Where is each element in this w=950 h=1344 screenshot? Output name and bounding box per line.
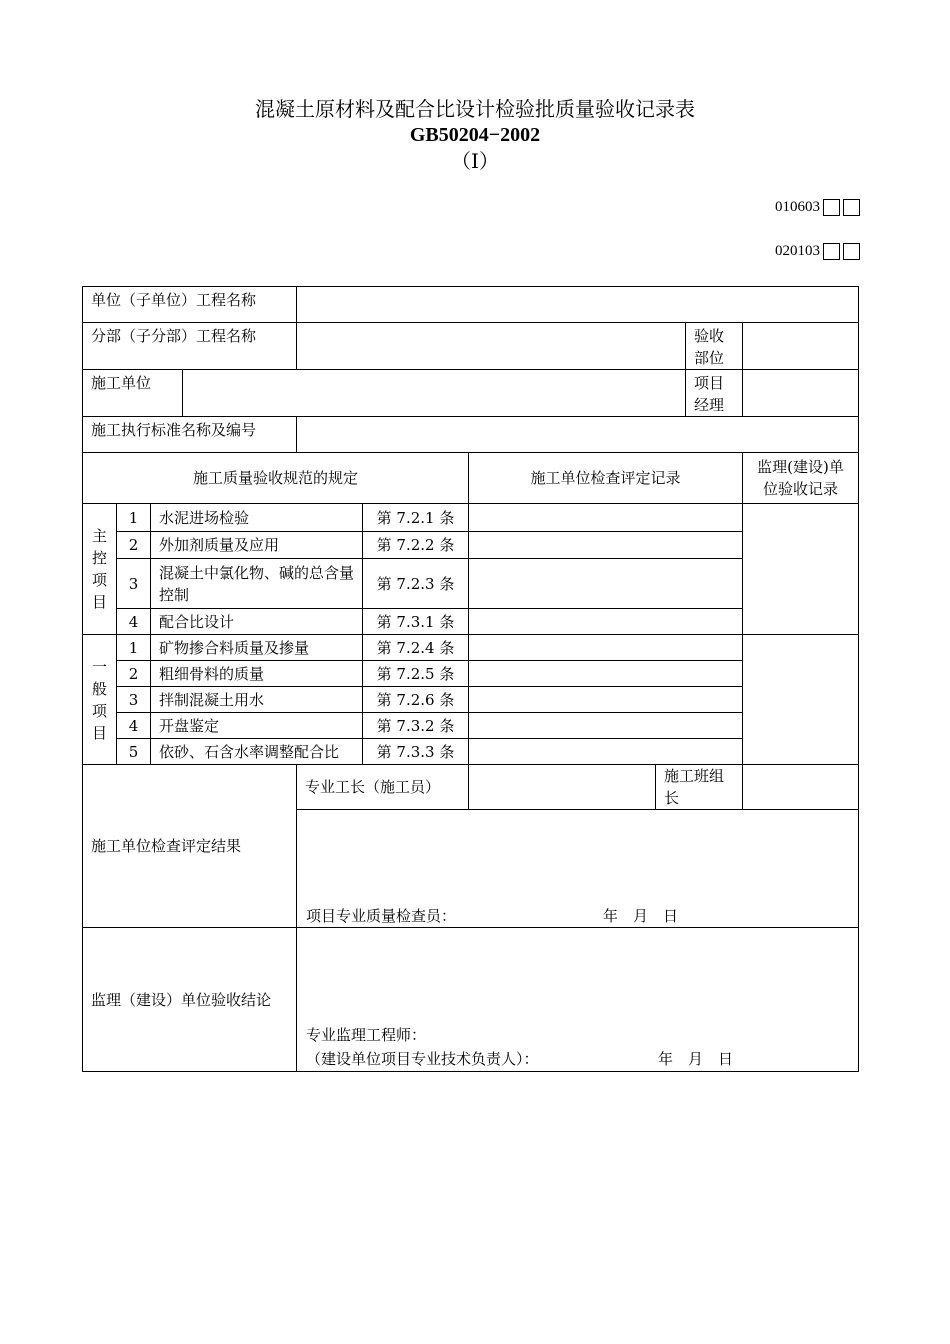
main-items-group-label: 主 控 项 目 [83, 504, 117, 635]
item-number: 1 [117, 504, 151, 532]
form-title: 混凝土原材料及配合比设计检验批质量验收记录表 [255, 97, 695, 121]
item-number: 2 [117, 532, 151, 559]
code-checkbox[interactable] [823, 199, 840, 216]
sub-project-label: 分部（子分部）工程名称 [83, 323, 297, 370]
supervision-conclusion-field[interactable] [297, 928, 859, 1072]
owner-tech-label: （建设单位项目专业技术负责人）： [306, 1050, 539, 1068]
supervision-record-header-line2: 位验收记录 [763, 480, 839, 498]
item-name: 矿物掺合料质量及掺量 [151, 635, 363, 661]
item-name: 混凝土中氯化物、碱的总含量控制 [151, 559, 363, 609]
code-checkbox[interactable] [823, 243, 840, 260]
item-clause: 第 7.2.3 条 [363, 559, 469, 609]
acceptance-record-table [82, 286, 859, 1072]
form-number: （Ⅰ） [451, 149, 499, 173]
check-record-cell[interactable] [469, 687, 743, 713]
team-leader-field[interactable] [743, 765, 859, 810]
team-leader-label: 施工班组长 [656, 765, 743, 810]
item-clause: 第 7.3.2 条 [363, 713, 469, 739]
item-number: 3 [117, 687, 151, 713]
construction-result-label: 施工单位检查评定结果 [83, 765, 297, 928]
supervision-conclusion-label: 监理（建设）单位验收结论 [83, 928, 297, 1072]
code-checkbox[interactable] [843, 199, 860, 216]
supervision-record-column-header [743, 453, 859, 504]
conclusion-date: 年 月 日 [658, 1050, 734, 1068]
project-manager-label: 项目经理 [686, 370, 743, 417]
construction-unit-label: 施工单位 [83, 370, 183, 417]
unit-project-field[interactable] [297, 287, 859, 323]
record-code-1-text: 010603 [775, 199, 820, 215]
item-clause: 第 7.2.1 条 [363, 504, 469, 532]
item-clause: 第 7.3.1 条 [363, 609, 469, 635]
item-number: 3 [117, 559, 151, 609]
record-code-2 [775, 241, 860, 261]
construction-result-field[interactable] [297, 810, 859, 928]
standard-field[interactable] [297, 417, 859, 453]
item-number: 1 [117, 635, 151, 661]
spec-column-header: 施工质量验收规范的规定 [83, 453, 469, 504]
item-name: 外加剂质量及应用 [151, 532, 363, 559]
engineer-label: 专业监理工程师： [306, 1026, 427, 1044]
check-record-cell[interactable] [469, 504, 743, 532]
check-record-cell[interactable] [469, 661, 743, 687]
foreman-label: 专业工长（施工员） [297, 765, 469, 810]
standard-code: GB50204−2002 [409, 124, 541, 146]
acceptance-part-field[interactable] [743, 323, 859, 370]
standard-label: 施工执行标准名称及编号 [83, 417, 297, 453]
item-name: 依砂、石含水率调整配合比 [151, 739, 363, 765]
check-record-cell[interactable] [469, 739, 743, 765]
item-name: 开盘鉴定 [151, 713, 363, 739]
item-name: 粗细骨料的质量 [151, 661, 363, 687]
record-code-1 [775, 197, 860, 217]
general-items-group-label: 一 般 项 目 [83, 635, 117, 765]
foreman-field[interactable] [469, 765, 656, 810]
supervision-record-header-line1: 监理(建设)单 [757, 458, 844, 476]
item-name: 配合比设计 [151, 609, 363, 635]
item-name: 拌制混凝土用水 [151, 687, 363, 713]
inspection-date: 年 月 日 [603, 907, 679, 925]
item-number: 5 [117, 739, 151, 765]
check-record-cell[interactable] [469, 559, 743, 609]
item-number: 2 [117, 661, 151, 687]
item-name: 水泥进场检验 [151, 504, 363, 532]
inspector-label: 项目专业质量检查员： [306, 907, 457, 925]
check-record-cell[interactable] [469, 635, 743, 661]
record-code-2-text: 020103 [775, 243, 820, 259]
supervision-record-cell[interactable] [743, 504, 859, 635]
item-clause: 第 7.2.5 条 [363, 661, 469, 687]
unit-project-label: 单位（子单位）工程名称 [83, 287, 297, 323]
item-clause: 第 7.2.4 条 [363, 635, 469, 661]
project-manager-field[interactable] [743, 370, 859, 417]
check-record-cell[interactable] [469, 713, 743, 739]
item-number: 4 [117, 609, 151, 635]
sub-project-field[interactable] [297, 323, 686, 370]
supervision-record-cell[interactable] [743, 635, 859, 765]
item-clause: 第 7.3.3 条 [363, 739, 469, 765]
item-clause: 第 7.2.2 条 [363, 532, 469, 559]
acceptance-part-label: 验收部位 [686, 323, 743, 370]
check-record-cell[interactable] [469, 609, 743, 635]
check-record-column-header: 施工单位检查评定记录 [469, 453, 743, 504]
item-clause: 第 7.2.6 条 [363, 687, 469, 713]
construction-unit-field[interactable] [183, 370, 686, 417]
check-record-cell[interactable] [469, 532, 743, 559]
item-number: 4 [117, 713, 151, 739]
code-checkbox[interactable] [843, 243, 860, 260]
